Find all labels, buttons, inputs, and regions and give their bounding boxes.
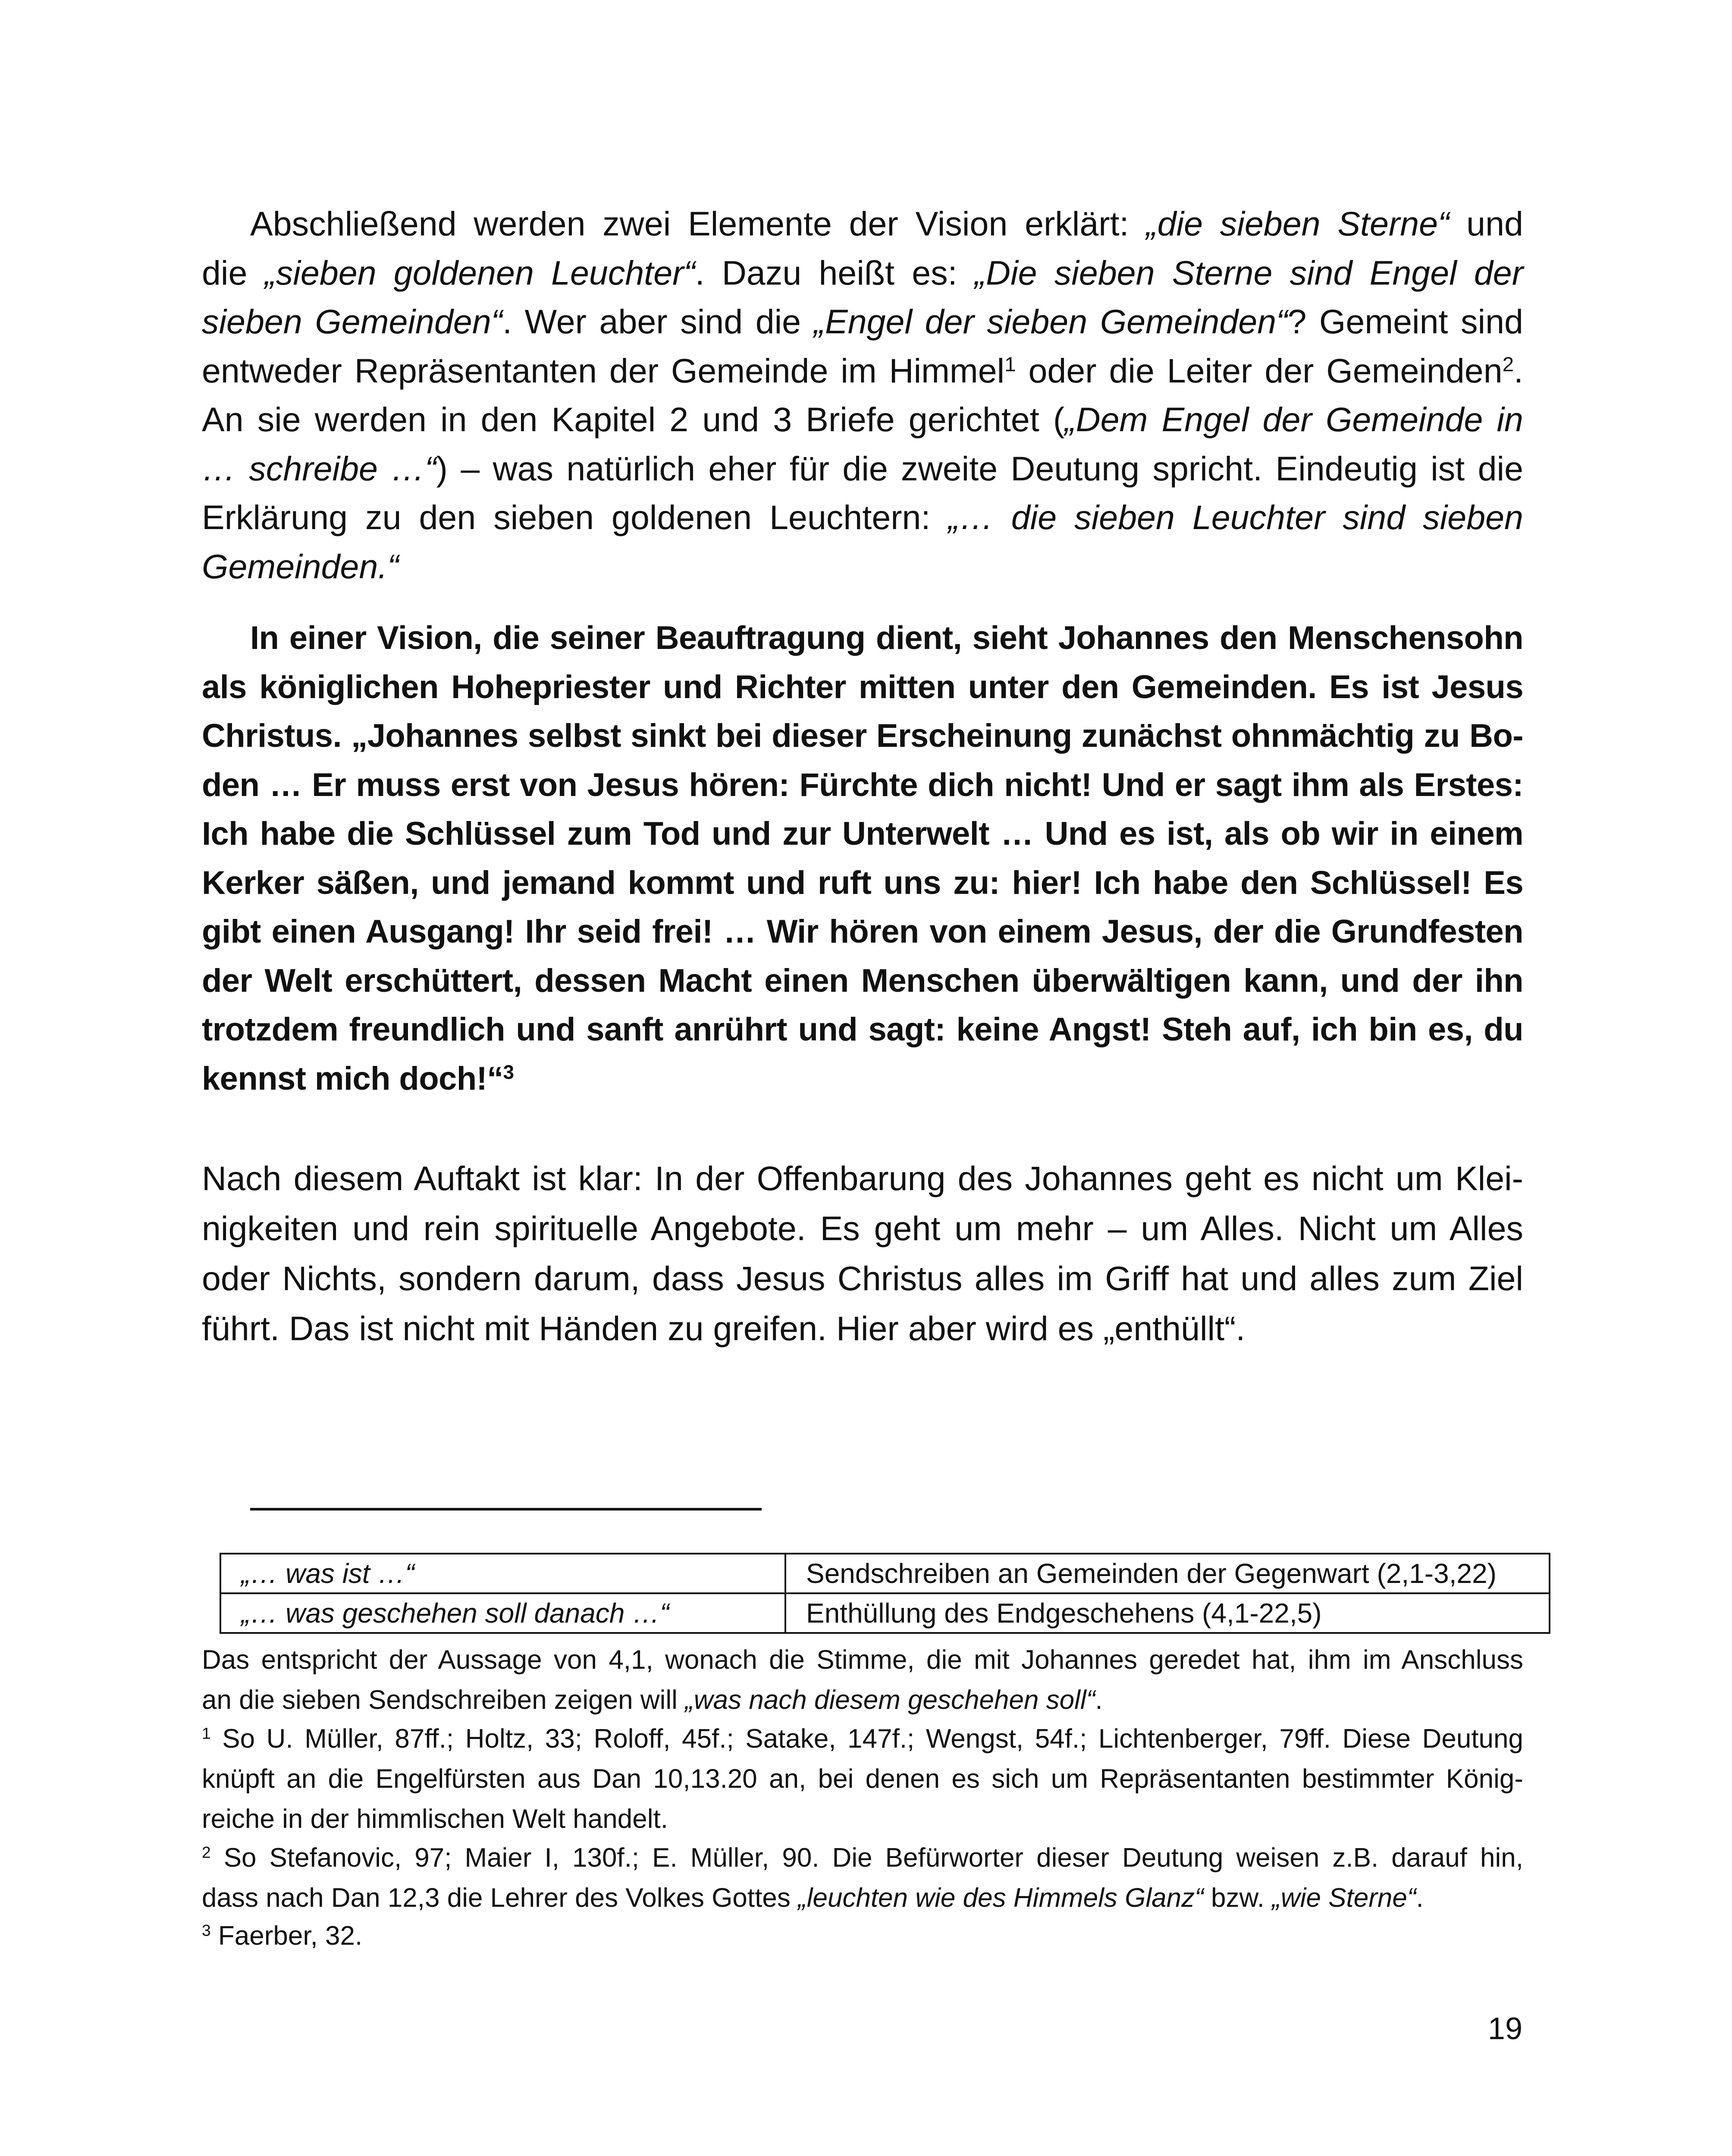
page-number: 19	[1487, 2012, 1522, 2046]
footnote-number: 2	[202, 1843, 211, 1861]
footnote-2	[202, 1838, 1523, 1918]
text-line: entweder Repräsentanten der Gemeinde im Himmel$^1$ oder die Leiter der Gemeinden$^2$.	[202, 351, 1523, 390]
text-line: Ich habe die Schlüssel zum Tod und zur Unterwelt … Und es ist, als ob wir in einem	[202, 815, 1523, 852]
footnote-ref-2[interactable]: 2	[1502, 353, 1514, 376]
text-line: In einer Vision, die seiner Beauftragung dient, sieht Johannes den Menschensohn	[250, 620, 1523, 656]
text-line: als königlichen Hohepriester und Richter mitten unter den Gemeinden. Es ist Jesus	[202, 668, 1523, 705]
text-line: $^1$ So U. Müller, 87ff.; Holtz, 33; Roloff, 45f.; Satake, 147f.; Wengst, 54f.; Lichtenberger, 79ff. Diese Deutung	[202, 1724, 1523, 1754]
text-line: … schreibe …“) – was natürlich eher für die zweite Deutung spricht. Eindeutig ist die	[202, 449, 1524, 488]
footnote-table-note	[202, 1640, 1523, 1720]
quote: „… die sieben Leuchter sind sieben	[948, 498, 1523, 536]
quote: „Die sieben Sterne sind Engel der	[974, 253, 1523, 292]
quote: sieben Gemeinden“	[202, 302, 503, 341]
text-line: die „sieben goldenen Leuchter“. Dazu heißt es: „Die sieben Sterne sind Engel der	[202, 253, 1523, 292]
text-line: sieben Gemeinden“. Wer aber sind die „Engel der sieben Gemeinden“? Gemeint sind	[202, 302, 1523, 341]
table-cell: „… was ist …“	[220, 1554, 785, 1593]
text-line: an die sieben Sendschreiben zeigen will „was nach diesem geschehen soll“.	[202, 1685, 1103, 1715]
text-line: Nach diesem Auftakt ist klar: In der Offenbarung des Johannes geht es nicht um Klei-	[202, 1159, 1523, 1197]
footnote-1	[202, 1719, 1523, 1839]
text-line: $^2$ So Stefanovic, 97; Maier I, 130f.; E. Müller, 90. Die Befürworter dieser Deutung weisen z.B. darauf hin,	[202, 1843, 1523, 1873]
text-line: nigkeiten und rein spirituelle Angebote. Es geht um mehr – um Alles. Nicht um Alles	[202, 1209, 1523, 1247]
quote: „die sieben Sterne“	[1146, 204, 1450, 243]
paragraph-2-bold	[202, 614, 1523, 1103]
quote: „Engel der sieben Gemeinden“	[813, 302, 1288, 341]
footnote-ref-3[interactable]: 3	[503, 1061, 514, 1083]
table-cell: Sendschreiben an Gemeinden der Gegenwart (2,1-3,22)	[785, 1554, 1550, 1593]
text-line: Erklärung zu den sieben goldenen Leuchtern: „… die sieben Leuchter sind sieben	[202, 498, 1523, 536]
text-line: dass nach Dan 12,3 die Lehrer des Volkes Gottes „leuchten wie des Himmels Glanz“ bzw. „wie Sterne“.	[202, 1883, 1424, 1913]
footnote-3	[202, 1916, 1523, 1956]
quote: Gemeinden.“	[202, 547, 399, 586]
footnote-number: 1	[202, 1724, 211, 1742]
text-line: kennst mich doch!“$^3$	[202, 1060, 514, 1097]
text-line: den … Er muss erst von Jesus hören: Fürchte dich nicht! Und er sagt ihm als Erstes:	[202, 766, 1523, 803]
text-line	[202, 542, 1523, 591]
text-line: der Welt erschüttert, dessen Macht einen Menschen überwältigen kann, und der ihn	[202, 962, 1523, 999]
text-line: Kerker säßen, und jemand kommt und ruft uns zu: hier! Ich habe den Schlüssel! Es	[202, 864, 1523, 901]
table-cell: Enthüllung des Endgeschehens (4,1-22,5)	[785, 1593, 1550, 1633]
footnote-separator	[250, 1508, 762, 1510]
text-line: trotzdem freundlich und sanft anrührt und sagt: keine Angst! Steh auf, ich bin es, du	[202, 1011, 1523, 1048]
quote: „sieben goldenen Leuchter“	[264, 253, 695, 292]
text-line: Abschließend werden zwei Elemente der Vision erklärt: „die sieben Sterne“ und	[250, 204, 1523, 243]
quote: … schreibe …“	[202, 449, 436, 488]
text-line: An sie werden in den Kapitel 2 und 3 Briefe gerichtet („Dem Engel der Gemeinde in	[202, 400, 1523, 439]
text-line: $^3$ Faerber, 32.	[202, 1921, 363, 1951]
quote: „Dem Engel der Gemeinde in	[1064, 400, 1523, 439]
footnote-ref-1[interactable]: 1	[1004, 353, 1016, 376]
text-line: oder Nichts, sondern darum, dass Jesus Christus alles im Griff hat und alles zum Ziel	[202, 1259, 1523, 1297]
paragraph-1	[202, 199, 1523, 591]
text-line: Das entspricht der Aussage von 4,1, wonach die Stimme, die mit Johannes geredet hat, ihm im Anschluss	[202, 1645, 1523, 1675]
table-cell: „… was geschehen soll danach …“	[220, 1593, 785, 1633]
paragraph-3	[202, 1153, 1523, 1354]
text-line: knüpft an die Engelfürsten aus Dan 10,13.20 an, bei denen es sich um Repräsentanten bestimmter König-	[202, 1764, 1523, 1794]
footnote-number: 3	[202, 1921, 211, 1940]
text-line: gibt einen Ausgang! Ihr seid frei! … Wir hören von einem Jesus, der die Grundfesten	[202, 913, 1523, 950]
text-line: führt. Das ist nicht mit Händen zu greifen. Hier aber wird es „enthüllt“.	[202, 1309, 1246, 1348]
text-line: reiche in der himmlischen Welt handelt.	[202, 1804, 668, 1834]
table-row	[220, 1554, 1550, 1593]
footnote-table	[220, 1553, 1550, 1634]
text-line: Christus. „Johannes selbst sinkt bei dieser Erscheinung zunächst ohnmächtig zu Bo-	[202, 718, 1523, 754]
table-row	[220, 1593, 1550, 1633]
